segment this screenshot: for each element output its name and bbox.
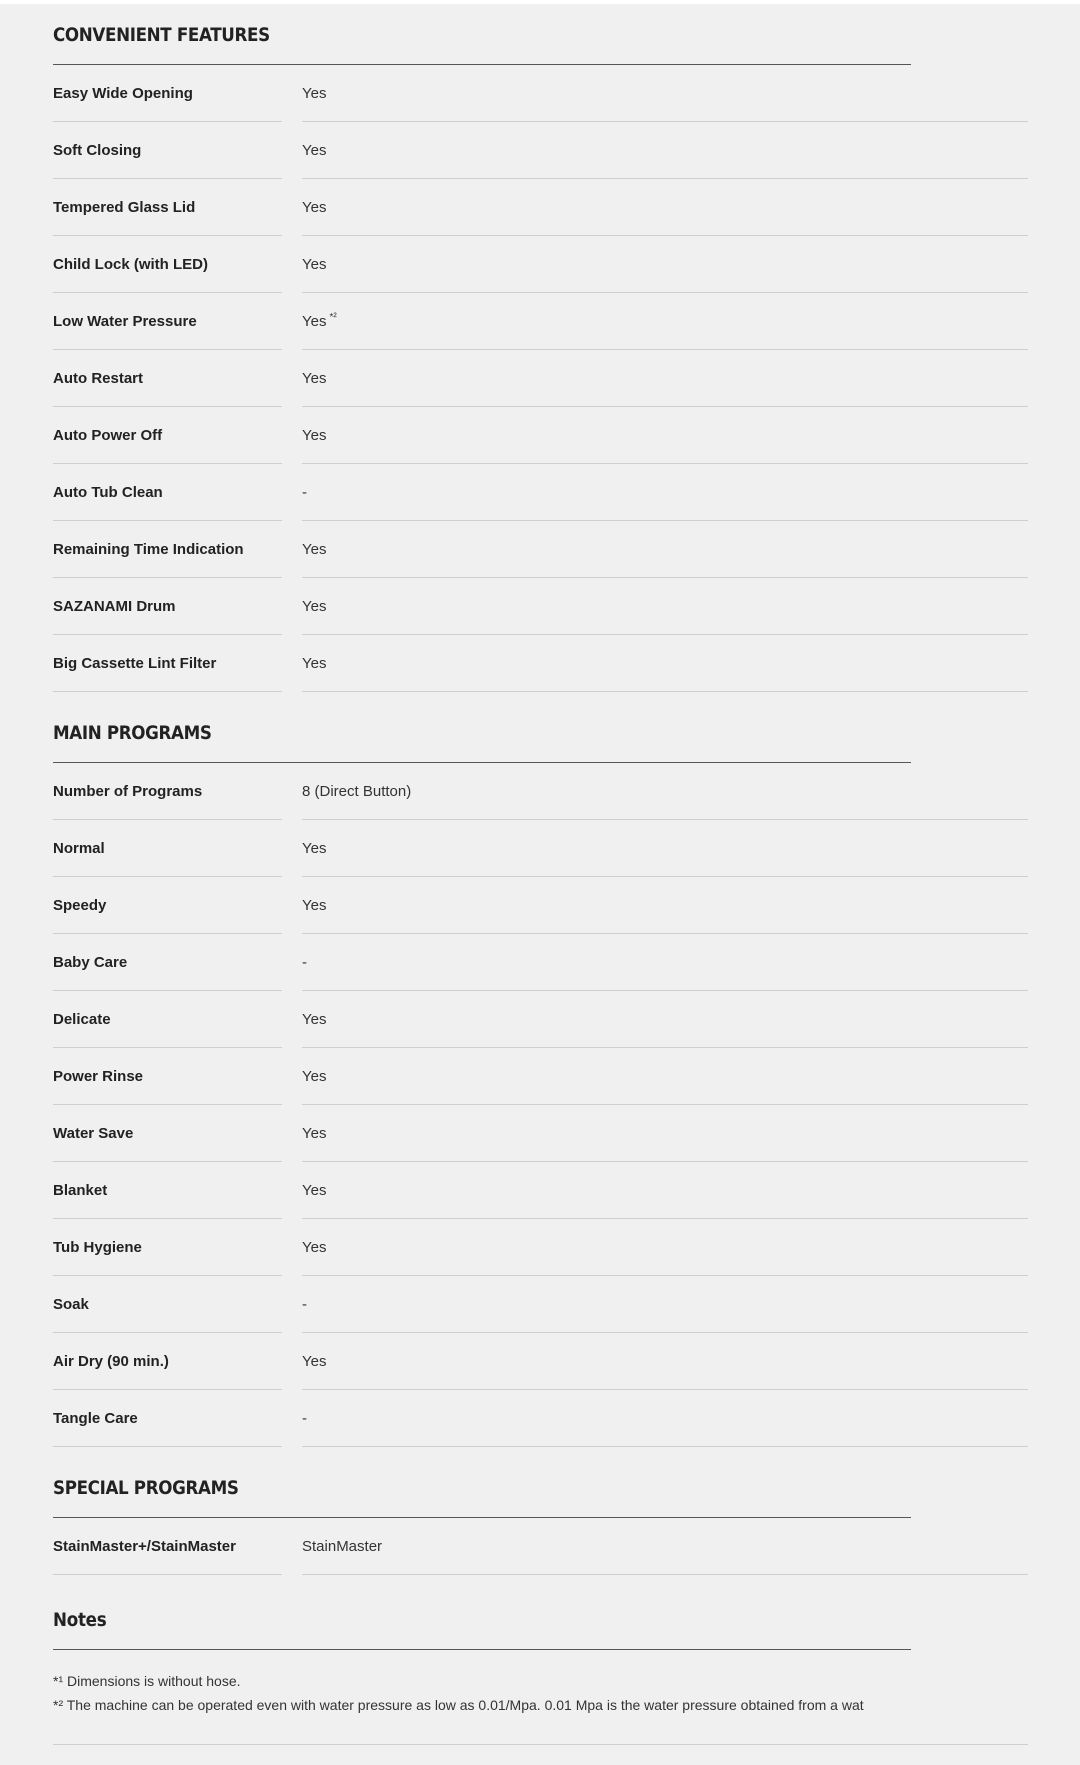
spec-value-text: Yes — [302, 256, 327, 273]
spec-row — [53, 65, 1028, 122]
spec-value-text: Yes — [302, 840, 327, 857]
spec-row — [53, 407, 1028, 464]
spec-row — [53, 350, 1028, 407]
spec-label: Speedy — [53, 877, 282, 934]
spec-row — [53, 236, 1028, 293]
spec-row — [53, 934, 1028, 991]
spec-value — [302, 763, 1028, 820]
spec-value — [302, 122, 1028, 179]
spec-value — [302, 1518, 1028, 1575]
spec-row — [53, 464, 1028, 521]
spec-label: Air Dry (90 min.) — [53, 1333, 282, 1390]
spec-label: Soak — [53, 1276, 282, 1333]
spec-label: Soft Closing — [53, 122, 282, 179]
notes-title: Notes — [53, 1575, 911, 1650]
spec-value-text: 8 (Direct Button) — [302, 783, 412, 800]
spec-label: Remaining Time Indication — [53, 521, 282, 578]
spec-value-text: Yes — [302, 1011, 327, 1028]
spec-label: Blanket — [53, 1162, 282, 1219]
spec-value-text: Yes — [302, 897, 327, 914]
spec-row — [53, 1333, 1028, 1390]
spec-value — [302, 407, 1028, 464]
spec-label: Auto Restart — [53, 350, 282, 407]
spec-value-text: Yes — [302, 142, 327, 159]
spec-panel — [0, 4, 1080, 1765]
spec-row — [53, 122, 1028, 179]
spec-value-text: - — [302, 954, 307, 971]
notes-list — [53, 1650, 1028, 1745]
spec-label: Power Rinse — [53, 1048, 282, 1105]
spec-row — [53, 877, 1028, 934]
spec-row — [53, 820, 1028, 877]
spec-value-text: Yes — [302, 1182, 327, 1199]
spec-value-text: Yes — [302, 1125, 327, 1142]
spec-label: Auto Tub Clean — [53, 464, 282, 521]
spec-value — [302, 934, 1028, 991]
spec-label: Auto Power Off — [53, 407, 282, 464]
spec-value — [302, 1333, 1028, 1390]
spec-value-text: - — [302, 484, 307, 501]
spec-label: Easy Wide Opening — [53, 65, 282, 122]
section-title: CONVENIENT FEATURES — [53, 4, 911, 65]
spec-value — [302, 1048, 1028, 1105]
spec-value — [302, 1390, 1028, 1447]
spec-value — [302, 991, 1028, 1048]
spec-value-text: Yes — [302, 598, 327, 615]
spec-section — [53, 1447, 1028, 1575]
spec-row — [53, 1105, 1028, 1162]
spec-value-text: - — [302, 1296, 307, 1313]
spec-value-text: Yes — [302, 1353, 327, 1370]
spec-row — [53, 179, 1028, 236]
section-title: SPECIAL PROGRAMS — [53, 1461, 911, 1518]
spec-value-text: - — [302, 1410, 307, 1427]
spec-label: Tempered Glass Lid — [53, 179, 282, 236]
spec-label: Tub Hygiene — [53, 1219, 282, 1276]
spec-row — [53, 521, 1028, 578]
spec-label: Delicate — [53, 991, 282, 1048]
spec-value-text: Yes — [302, 313, 327, 330]
spec-label: Child Lock (with LED) — [53, 236, 282, 293]
spec-row — [53, 293, 1028, 350]
spec-value — [302, 1276, 1028, 1333]
spec-row — [53, 1390, 1028, 1447]
spec-value-text: Yes — [302, 1239, 327, 1256]
spec-value — [302, 635, 1028, 692]
spec-value-text: Yes — [302, 427, 327, 444]
spec-row — [53, 1162, 1028, 1219]
spec-row — [53, 1219, 1028, 1276]
spec-label: Tangle Care — [53, 1390, 282, 1447]
spec-row — [53, 635, 1028, 692]
spec-value-text: Yes — [302, 370, 327, 387]
spec-value — [302, 293, 1028, 350]
spec-label: StainMaster+/StainMaster — [53, 1518, 282, 1575]
spec-label: Low Water Pressure — [53, 293, 282, 350]
spec-value — [302, 1219, 1028, 1276]
spec-row — [53, 1048, 1028, 1105]
spec-label: Big Cassette Lint Filter — [53, 635, 282, 692]
spec-value — [302, 464, 1028, 521]
spec-value — [302, 877, 1028, 934]
spec-value — [302, 179, 1028, 236]
spec-row — [53, 1276, 1028, 1333]
spec-label: Baby Care — [53, 934, 282, 991]
spec-value — [302, 65, 1028, 122]
spec-value-text: Yes — [302, 85, 327, 102]
spec-label: Normal — [53, 820, 282, 877]
note-item: *² The machine can be operated even with water pressure as low as 0.01/Mpa. 0.01 Mpa is the water pressure obtained from a wat — [53, 1697, 864, 1713]
spec-value-text: Yes — [302, 541, 327, 558]
spec-value — [302, 1162, 1028, 1219]
spec-value — [302, 521, 1028, 578]
spec-value-text: StainMaster — [302, 1538, 383, 1555]
spec-content — [53, 4, 1028, 1745]
spec-row — [53, 1518, 1028, 1575]
spec-label: Number of Programs — [53, 763, 282, 820]
spec-value — [302, 236, 1028, 293]
footnote-marker: *² — [329, 312, 337, 323]
section-title: MAIN PROGRAMS — [53, 706, 911, 763]
spec-value-text: Yes — [302, 1068, 327, 1085]
note-item: *¹ Dimensions is without hose. — [53, 1673, 241, 1689]
spec-value — [302, 350, 1028, 407]
spec-row — [53, 763, 1028, 820]
spec-label: Water Save — [53, 1105, 282, 1162]
spec-section — [53, 692, 1028, 1447]
spec-value — [302, 1105, 1028, 1162]
spec-value-text: Yes — [302, 655, 327, 672]
spec-section — [53, 4, 1028, 692]
spec-value — [302, 578, 1028, 635]
section-spacer — [53, 692, 1028, 706]
spec-label: SAZANAMI Drum — [53, 578, 282, 635]
section-spacer — [53, 1447, 1028, 1461]
spec-value-text: Yes — [302, 199, 327, 216]
spec-row — [53, 991, 1028, 1048]
spec-value — [302, 820, 1028, 877]
spec-row — [53, 578, 1028, 635]
